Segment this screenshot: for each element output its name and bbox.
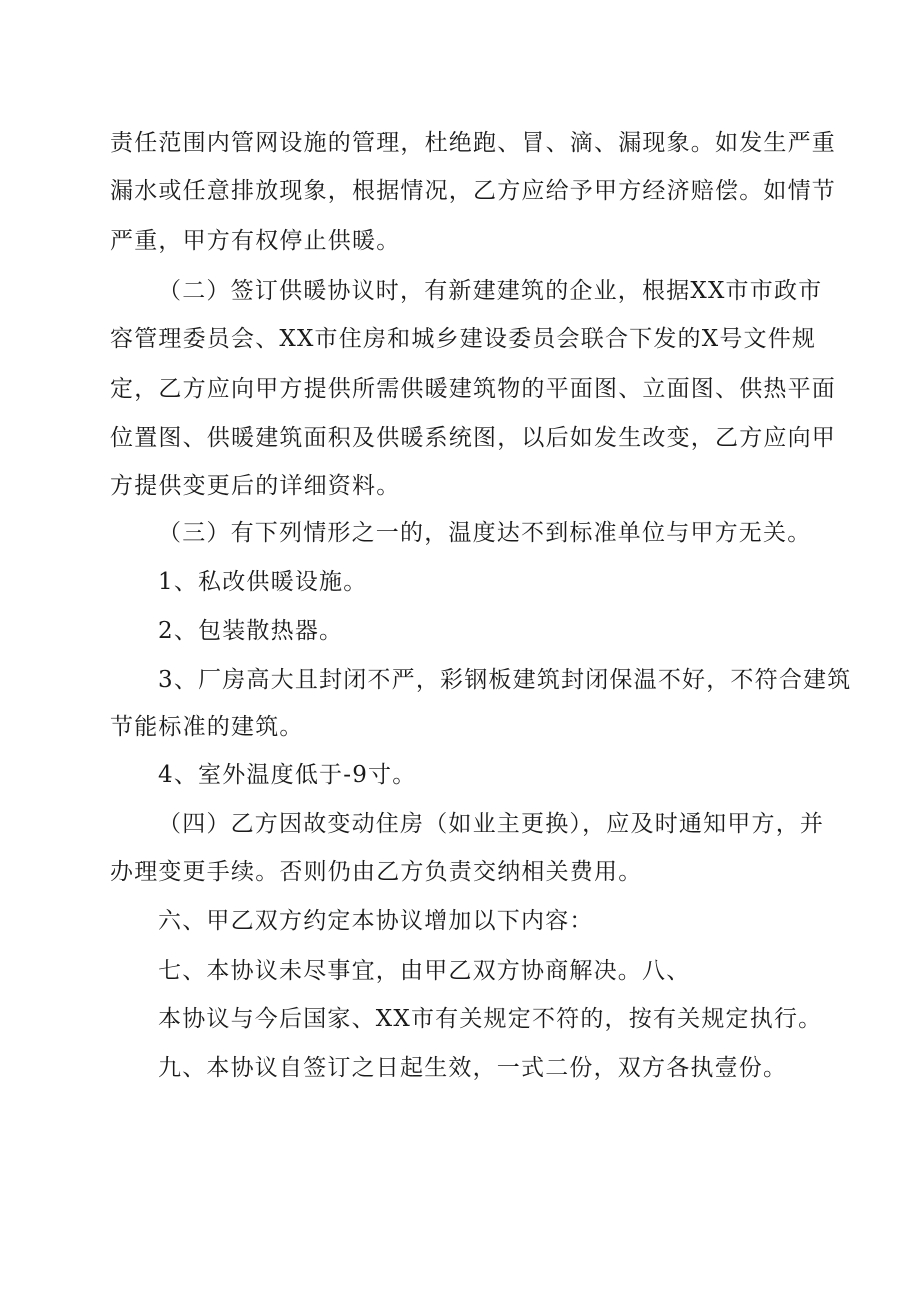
paragraph-line: 九、本协议自签订之日起生效，一式二份，双方各执壹份。 xyxy=(158,1055,788,1081)
paragraph-line: （四）乙方因故变动住房（如业主更换），应及时通知甲方，并 xyxy=(158,811,825,837)
paragraph-line: （二）签订供暖协议时，有新建建筑的企业，根据XX市市政市 xyxy=(158,278,823,304)
paragraph-line: 4、室外温度低于-9寸。 xyxy=(158,762,417,788)
paragraph-line: 本协议与今后国家、XX市有关规定不符的，按有关规定执行。 xyxy=(158,1006,823,1032)
paragraph-line: 六、甲乙双方约定本协议增加以下内容： xyxy=(158,908,594,934)
paragraph-line: 2、包装散热器。 xyxy=(158,618,344,644)
paragraph-line: 容管理委员会、XX市住房和城乡建设委员会联合下发的X号文件规 xyxy=(110,326,817,352)
paragraph-line: 方提供变更后的详细资料。 xyxy=(110,473,401,499)
paragraph-line: 定，乙方应向甲方提供所需供暖建筑物的平面图、立面图、供热平面 xyxy=(110,376,836,402)
paragraph-line: 责任范围内管网设施的管理，杜绝跑、冒、滴、漏现象。如发生严重 xyxy=(110,130,836,156)
paragraph-line: 1、私改供暖设施。 xyxy=(158,569,368,595)
paragraph-line: 漏水或任意排放现象，根据情况，乙方应给予甲方经济赔偿。如情节 xyxy=(110,178,836,204)
paragraph-line: （三）有下列情形之一的，温度达不到标准单位与甲方无关。 xyxy=(158,520,812,546)
paragraph-line: 节能标准的建筑。 xyxy=(110,714,304,740)
paragraph-line: 七、本协议未尽事宜，由甲乙双方协商解决。八、 xyxy=(158,958,691,984)
paragraph-line: 严重，甲方有权停止供暖。 xyxy=(110,228,401,254)
paragraph-line: 位置图、供暖建筑面积及供暖系统图，以后如发生改变，乙方应向甲 xyxy=(110,425,836,451)
paragraph-line: 办理变更手续。否则仍由乙方负责交纳相关费用。 xyxy=(110,859,643,885)
paragraph-line: 3、厂房高大且封闭不严，彩钢板建筑封闭保温不好，不符合建筑 xyxy=(158,667,852,693)
